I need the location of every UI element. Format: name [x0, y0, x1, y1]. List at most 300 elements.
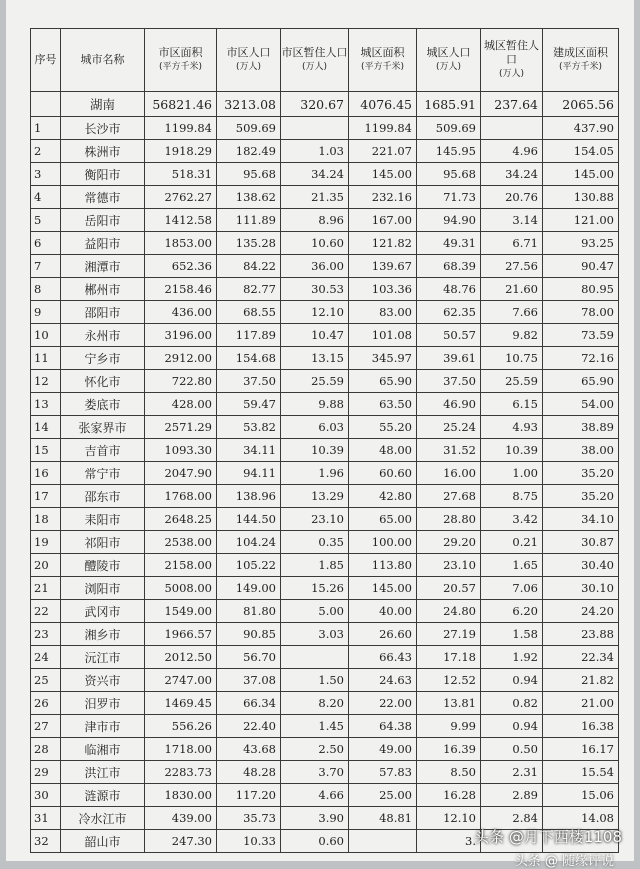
- source-watermark: 头条 @月下西楼1108: [474, 828, 622, 846]
- value-cell: 8.50: [417, 761, 481, 784]
- value-cell: 2283.73: [145, 761, 217, 784]
- value-cell: 0.94: [481, 669, 543, 692]
- value-cell: 1768.00: [145, 485, 217, 508]
- value-cell: 509.69: [417, 117, 481, 140]
- value-cell: 13.81: [417, 692, 481, 715]
- value-cell: 9.82: [481, 324, 543, 347]
- value-cell: 509.69: [217, 117, 281, 140]
- value-cell: 5008.00: [145, 577, 217, 600]
- row-index-cell: 11: [31, 347, 61, 370]
- value-cell: 12.52: [417, 669, 481, 692]
- column-header-label: 城区面积: [360, 46, 405, 59]
- value-cell: 1093.30: [145, 439, 217, 462]
- value-cell: 4.93: [481, 416, 543, 439]
- value-cell: 63.50: [349, 393, 417, 416]
- value-cell: 38.00: [543, 439, 619, 462]
- value-cell: 12.10: [281, 301, 349, 324]
- value-cell: 22.34: [543, 646, 619, 669]
- city-name-cell: 耒阳市: [61, 508, 145, 531]
- row-index-cell: 31: [31, 807, 61, 830]
- value-cell: 320.67: [281, 92, 349, 117]
- value-cell: 1549.00: [145, 600, 217, 623]
- table-row: [31, 416, 619, 439]
- value-cell: 65.90: [543, 370, 619, 393]
- value-cell: 81.80: [217, 600, 281, 623]
- row-index-cell: 22: [31, 600, 61, 623]
- row-index-cell: 28: [31, 738, 61, 761]
- value-cell: 121.00: [543, 209, 619, 232]
- value-cell: 0.21: [481, 531, 543, 554]
- value-cell: 15.26: [281, 577, 349, 600]
- row-index-cell: 7: [31, 255, 61, 278]
- value-cell: 2.31: [481, 761, 543, 784]
- row-index-cell: 6: [31, 232, 61, 255]
- value-cell: 30.10: [543, 577, 619, 600]
- column-header: [481, 29, 543, 92]
- column-header-unit: (万人): [235, 62, 262, 72]
- value-cell: 10.33: [217, 830, 281, 853]
- value-cell: 1.92: [481, 646, 543, 669]
- value-cell: 135.28: [217, 232, 281, 255]
- value-cell: 82.77: [217, 278, 281, 301]
- table-row: [31, 715, 619, 738]
- row-index-cell: 29: [31, 761, 61, 784]
- value-cell: 24.80: [417, 600, 481, 623]
- city-name-cell: 涟源市: [61, 784, 145, 807]
- value-cell: 149.00: [217, 577, 281, 600]
- row-index-cell: 5: [31, 209, 61, 232]
- value-cell: 182.49: [217, 140, 281, 163]
- value-cell: 6.71: [481, 232, 543, 255]
- value-cell: 4.96: [481, 140, 543, 163]
- column-header-label: 市区暂住人口: [281, 46, 348, 59]
- value-cell: 15.54: [543, 761, 619, 784]
- value-cell: 3.90: [281, 807, 349, 830]
- value-cell: 0.35: [281, 531, 349, 554]
- city-name-cell: 常德市: [61, 186, 145, 209]
- value-cell: 16.00: [417, 462, 481, 485]
- value-cell: 59.47: [217, 393, 281, 416]
- value-cell: 1830.00: [145, 784, 217, 807]
- value-cell: 138.96: [217, 485, 281, 508]
- column-header: [543, 29, 619, 92]
- city-name-cell: 吉首市: [61, 439, 145, 462]
- value-cell: 221.07: [349, 140, 417, 163]
- value-cell: 2538.00: [145, 531, 217, 554]
- table-row: [31, 784, 619, 807]
- value-cell: 16.17: [543, 738, 619, 761]
- column-header: [281, 29, 349, 92]
- value-cell: 121.82: [349, 232, 417, 255]
- value-cell: 1718.00: [145, 738, 217, 761]
- table-row: [31, 140, 619, 163]
- value-cell: 20.57: [417, 577, 481, 600]
- value-cell: 38.89: [543, 416, 619, 439]
- row-index-cell: 17: [31, 485, 61, 508]
- city-name-cell: 汨罗市: [61, 692, 145, 715]
- value-cell: 7.66: [481, 301, 543, 324]
- value-cell: 17.18: [417, 646, 481, 669]
- value-cell: 28.80: [417, 508, 481, 531]
- value-cell: 3196.00: [145, 324, 217, 347]
- value-cell: 9.88: [281, 393, 349, 416]
- table-row: [31, 462, 619, 485]
- column-header-label: 城市名称: [80, 53, 125, 66]
- city-name-cell: 怀化市: [61, 370, 145, 393]
- column-header-label: 城区人口: [426, 46, 471, 59]
- row-index-cell: 12: [31, 370, 61, 393]
- value-cell: 46.90: [417, 393, 481, 416]
- table-row: [31, 186, 619, 209]
- value-cell: 27.68: [417, 485, 481, 508]
- value-cell: 2.50: [281, 738, 349, 761]
- city-name-cell: 宁乡市: [61, 347, 145, 370]
- value-cell: 145.95: [417, 140, 481, 163]
- city-name-cell: 衡阳市: [61, 163, 145, 186]
- value-cell: 30.40: [543, 554, 619, 577]
- row-index-cell: 20: [31, 554, 61, 577]
- value-cell: 23.10: [281, 508, 349, 531]
- value-cell: 13.15: [281, 347, 349, 370]
- value-cell: 95.68: [417, 163, 481, 186]
- value-cell: 16.28: [417, 784, 481, 807]
- value-cell: 26.60: [349, 623, 417, 646]
- table-row: [31, 485, 619, 508]
- value-cell: 1853.00: [145, 232, 217, 255]
- value-cell: 42.80: [349, 485, 417, 508]
- city-name-cell: 洪江市: [61, 761, 145, 784]
- value-cell: 2012.50: [145, 646, 217, 669]
- value-cell: 9.99: [417, 715, 481, 738]
- value-cell: [281, 117, 349, 140]
- value-cell: 1.96: [281, 462, 349, 485]
- value-cell: 60.60: [349, 462, 417, 485]
- value-cell: 78.00: [543, 301, 619, 324]
- table-row: [31, 623, 619, 646]
- value-cell: 48.00: [349, 439, 417, 462]
- value-cell: 25.00: [349, 784, 417, 807]
- value-cell: 48.28: [217, 761, 281, 784]
- value-cell: 14.08: [543, 807, 619, 830]
- value-cell: 13.29: [281, 485, 349, 508]
- value-cell: 62.35: [417, 301, 481, 324]
- column-header: [217, 29, 281, 92]
- table-header-row: [31, 29, 619, 92]
- city-name-cell: 冷水江市: [61, 807, 145, 830]
- value-cell: 6.20: [481, 600, 543, 623]
- value-cell: [349, 830, 417, 853]
- value-cell: 40.00: [349, 600, 417, 623]
- value-cell: 7.06: [481, 577, 543, 600]
- value-cell: 39.61: [417, 347, 481, 370]
- column-header-unit: (万人): [498, 69, 525, 79]
- value-cell: 130.88: [543, 186, 619, 209]
- value-cell: 56.70: [217, 646, 281, 669]
- city-name-cell: 醴陵市: [61, 554, 145, 577]
- table-row: [31, 531, 619, 554]
- value-cell: 25.24: [417, 416, 481, 439]
- row-index-cell: 24: [31, 646, 61, 669]
- value-cell: 25.59: [481, 370, 543, 393]
- city-name-cell: 资兴市: [61, 669, 145, 692]
- table-row: [31, 738, 619, 761]
- value-cell: 1199.84: [145, 117, 217, 140]
- value-cell: 1685.91: [417, 92, 481, 117]
- city-name-cell: 邵东市: [61, 485, 145, 508]
- value-cell: 439.00: [145, 807, 217, 830]
- city-name-cell: 邵阳市: [61, 301, 145, 324]
- value-cell: 2.89: [481, 784, 543, 807]
- value-cell: 2762.27: [145, 186, 217, 209]
- value-cell: 23.10: [417, 554, 481, 577]
- table-row: [31, 577, 619, 600]
- row-index-cell: 4: [31, 186, 61, 209]
- value-cell: 117.89: [217, 324, 281, 347]
- value-cell: 34.24: [481, 163, 543, 186]
- value-cell: 27.56: [481, 255, 543, 278]
- value-cell: 5.00: [281, 600, 349, 623]
- value-cell: 94.90: [417, 209, 481, 232]
- value-cell: 1199.84: [349, 117, 417, 140]
- value-cell: 8.75: [481, 485, 543, 508]
- table-row: [31, 209, 619, 232]
- value-cell: 56821.46: [145, 92, 217, 117]
- value-cell: 72.16: [543, 347, 619, 370]
- column-header-unit: (万人): [301, 62, 328, 72]
- value-cell: 100.00: [349, 531, 417, 554]
- value-cell: 111.89: [217, 209, 281, 232]
- city-name-cell: 湖南: [61, 92, 145, 117]
- table-row: [31, 669, 619, 692]
- row-index-cell: 32: [31, 830, 61, 853]
- value-cell: 71.73: [417, 186, 481, 209]
- value-cell: 23.88: [543, 623, 619, 646]
- row-index-cell: 23: [31, 623, 61, 646]
- value-cell: 35.73: [217, 807, 281, 830]
- value-cell: 37.50: [217, 370, 281, 393]
- value-cell: 103.36: [349, 278, 417, 301]
- value-cell: 1.00: [481, 462, 543, 485]
- value-cell: 3213.08: [217, 92, 281, 117]
- value-cell: 22.40: [217, 715, 281, 738]
- row-index-cell: 27: [31, 715, 61, 738]
- row-index-cell: 21: [31, 577, 61, 600]
- value-cell: 27.19: [417, 623, 481, 646]
- value-cell: 30.87: [543, 531, 619, 554]
- value-cell: 0.50: [481, 738, 543, 761]
- value-cell: 1918.29: [145, 140, 217, 163]
- value-cell: 21.60: [481, 278, 543, 301]
- city-name-cell: 韶山市: [61, 830, 145, 853]
- table-row: [31, 692, 619, 715]
- value-cell: 43.68: [217, 738, 281, 761]
- value-cell: 37.50: [417, 370, 481, 393]
- value-cell: 36.00: [281, 255, 349, 278]
- row-index-cell: 25: [31, 669, 61, 692]
- row-index-cell: 14: [31, 416, 61, 439]
- row-index-cell: 2: [31, 140, 61, 163]
- value-cell: 4076.45: [349, 92, 417, 117]
- city-name-cell: 常宁市: [61, 462, 145, 485]
- document-sheet: [6, 0, 634, 869]
- value-cell: 48.76: [417, 278, 481, 301]
- value-cell: 145.00: [543, 163, 619, 186]
- value-cell: 35.20: [543, 462, 619, 485]
- value-cell: 437.90: [543, 117, 619, 140]
- row-index-cell: 15: [31, 439, 61, 462]
- value-cell: 21.82: [543, 669, 619, 692]
- source-watermark-secondary: 头条 @ 随缘评说: [514, 854, 614, 869]
- value-cell: 1.45: [281, 715, 349, 738]
- city-name-cell: 武冈市: [61, 600, 145, 623]
- value-cell: 105.22: [217, 554, 281, 577]
- value-cell: 29.20: [417, 531, 481, 554]
- city-name-cell: 岳阳市: [61, 209, 145, 232]
- value-cell: 12.10: [417, 807, 481, 830]
- table-row: [31, 761, 619, 784]
- value-cell: 37.08: [217, 669, 281, 692]
- value-cell: 1966.57: [145, 623, 217, 646]
- row-index-cell: 10: [31, 324, 61, 347]
- table-row: [31, 301, 619, 324]
- value-cell: 68.39: [417, 255, 481, 278]
- value-cell: 15.06: [543, 784, 619, 807]
- value-cell: 144.50: [217, 508, 281, 531]
- value-cell: 1.65: [481, 554, 543, 577]
- value-cell: 518.31: [145, 163, 217, 186]
- table-row: [31, 508, 619, 531]
- table-row: [31, 370, 619, 393]
- value-cell: 3.14: [481, 209, 543, 232]
- city-name-cell: 娄底市: [61, 393, 145, 416]
- value-cell: 1.03: [281, 140, 349, 163]
- value-cell: 48.81: [349, 807, 417, 830]
- city-name-cell: 郴州市: [61, 278, 145, 301]
- city-name-cell: 张家界市: [61, 416, 145, 439]
- value-cell: 93.25: [543, 232, 619, 255]
- value-cell: 24.20: [543, 600, 619, 623]
- value-cell: 10.39: [281, 439, 349, 462]
- city-name-cell: 祁阳市: [61, 531, 145, 554]
- column-header: [31, 29, 61, 92]
- column-header-label: 城区暂住人口: [484, 39, 539, 66]
- value-cell: 22.00: [349, 692, 417, 715]
- value-cell: 50.57: [417, 324, 481, 347]
- value-cell: 90.85: [217, 623, 281, 646]
- column-header-unit: (平方千米): [558, 62, 603, 72]
- value-cell: 95.68: [217, 163, 281, 186]
- value-cell: 16.38: [543, 715, 619, 738]
- table-row: [31, 646, 619, 669]
- value-cell: 2.84: [481, 807, 543, 830]
- row-index-cell: 9: [31, 301, 61, 324]
- value-cell: 10.39: [481, 439, 543, 462]
- column-header-label: 序号: [34, 53, 57, 66]
- value-cell: 24.63: [349, 669, 417, 692]
- table-row: [31, 255, 619, 278]
- value-cell: 0.82: [481, 692, 543, 715]
- value-cell: 1469.45: [145, 692, 217, 715]
- value-cell: 117.20: [217, 784, 281, 807]
- value-cell: 30.53: [281, 278, 349, 301]
- value-cell: 55.20: [349, 416, 417, 439]
- value-cell: 73.59: [543, 324, 619, 347]
- table-row: [31, 554, 619, 577]
- city-name-cell: 益阳市: [61, 232, 145, 255]
- value-cell: 10.60: [281, 232, 349, 255]
- row-index-cell: 1: [31, 117, 61, 140]
- row-index-cell: [31, 92, 61, 117]
- value-cell: 2158.46: [145, 278, 217, 301]
- column-header-label: 市区人口: [226, 46, 271, 59]
- value-cell: 16.39: [417, 738, 481, 761]
- value-cell: 139.67: [349, 255, 417, 278]
- value-cell: 2571.29: [145, 416, 217, 439]
- value-cell: 57.83: [349, 761, 417, 784]
- value-cell: 10.75: [481, 347, 543, 370]
- column-header: [417, 29, 481, 92]
- value-cell: 237.64: [481, 92, 543, 117]
- value-cell: 53.82: [217, 416, 281, 439]
- value-cell: 4.66: [281, 784, 349, 807]
- value-cell: 6.15: [481, 393, 543, 416]
- value-cell: 31.52: [417, 439, 481, 462]
- value-cell: 34.10: [543, 508, 619, 531]
- row-index-cell: 8: [31, 278, 61, 301]
- value-cell: 2912.00: [145, 347, 217, 370]
- value-cell: 3.: [417, 830, 481, 853]
- row-index-cell: 13: [31, 393, 61, 416]
- value-cell: 145.00: [349, 577, 417, 600]
- value-cell: 66.34: [217, 692, 281, 715]
- value-cell: 436.00: [145, 301, 217, 324]
- value-cell: 138.62: [217, 186, 281, 209]
- column-header: [61, 29, 145, 92]
- value-cell: 722.80: [145, 370, 217, 393]
- value-cell: 64.38: [349, 715, 417, 738]
- row-index-cell: 30: [31, 784, 61, 807]
- city-name-cell: 株洲市: [61, 140, 145, 163]
- value-cell: 345.97: [349, 347, 417, 370]
- value-cell: 20.76: [481, 186, 543, 209]
- value-cell: 94.11: [217, 462, 281, 485]
- column-header-label: 建成区面积: [553, 46, 608, 59]
- value-cell: 84.22: [217, 255, 281, 278]
- value-cell: 90.47: [543, 255, 619, 278]
- city-name-cell: 湘潭市: [61, 255, 145, 278]
- value-cell: 167.00: [349, 209, 417, 232]
- city-name-cell: 临湘市: [61, 738, 145, 761]
- value-cell: 3.70: [281, 761, 349, 784]
- value-cell: 1.58: [481, 623, 543, 646]
- value-cell: 80.95: [543, 278, 619, 301]
- value-cell: [481, 117, 543, 140]
- value-cell: 652.36: [145, 255, 217, 278]
- column-header-label: 市区面积: [158, 46, 203, 59]
- value-cell: 49.31: [417, 232, 481, 255]
- value-cell: 6.03: [281, 416, 349, 439]
- city-name-cell: 浏阳市: [61, 577, 145, 600]
- value-cell: 154.68: [217, 347, 281, 370]
- value-cell: 2158.00: [145, 554, 217, 577]
- value-cell: 0.94: [481, 715, 543, 738]
- table-row: [31, 163, 619, 186]
- value-cell: 113.80: [349, 554, 417, 577]
- table-row: [31, 439, 619, 462]
- value-cell: 2065.56: [543, 92, 619, 117]
- value-cell: 247.30: [145, 830, 217, 853]
- value-cell: 232.16: [349, 186, 417, 209]
